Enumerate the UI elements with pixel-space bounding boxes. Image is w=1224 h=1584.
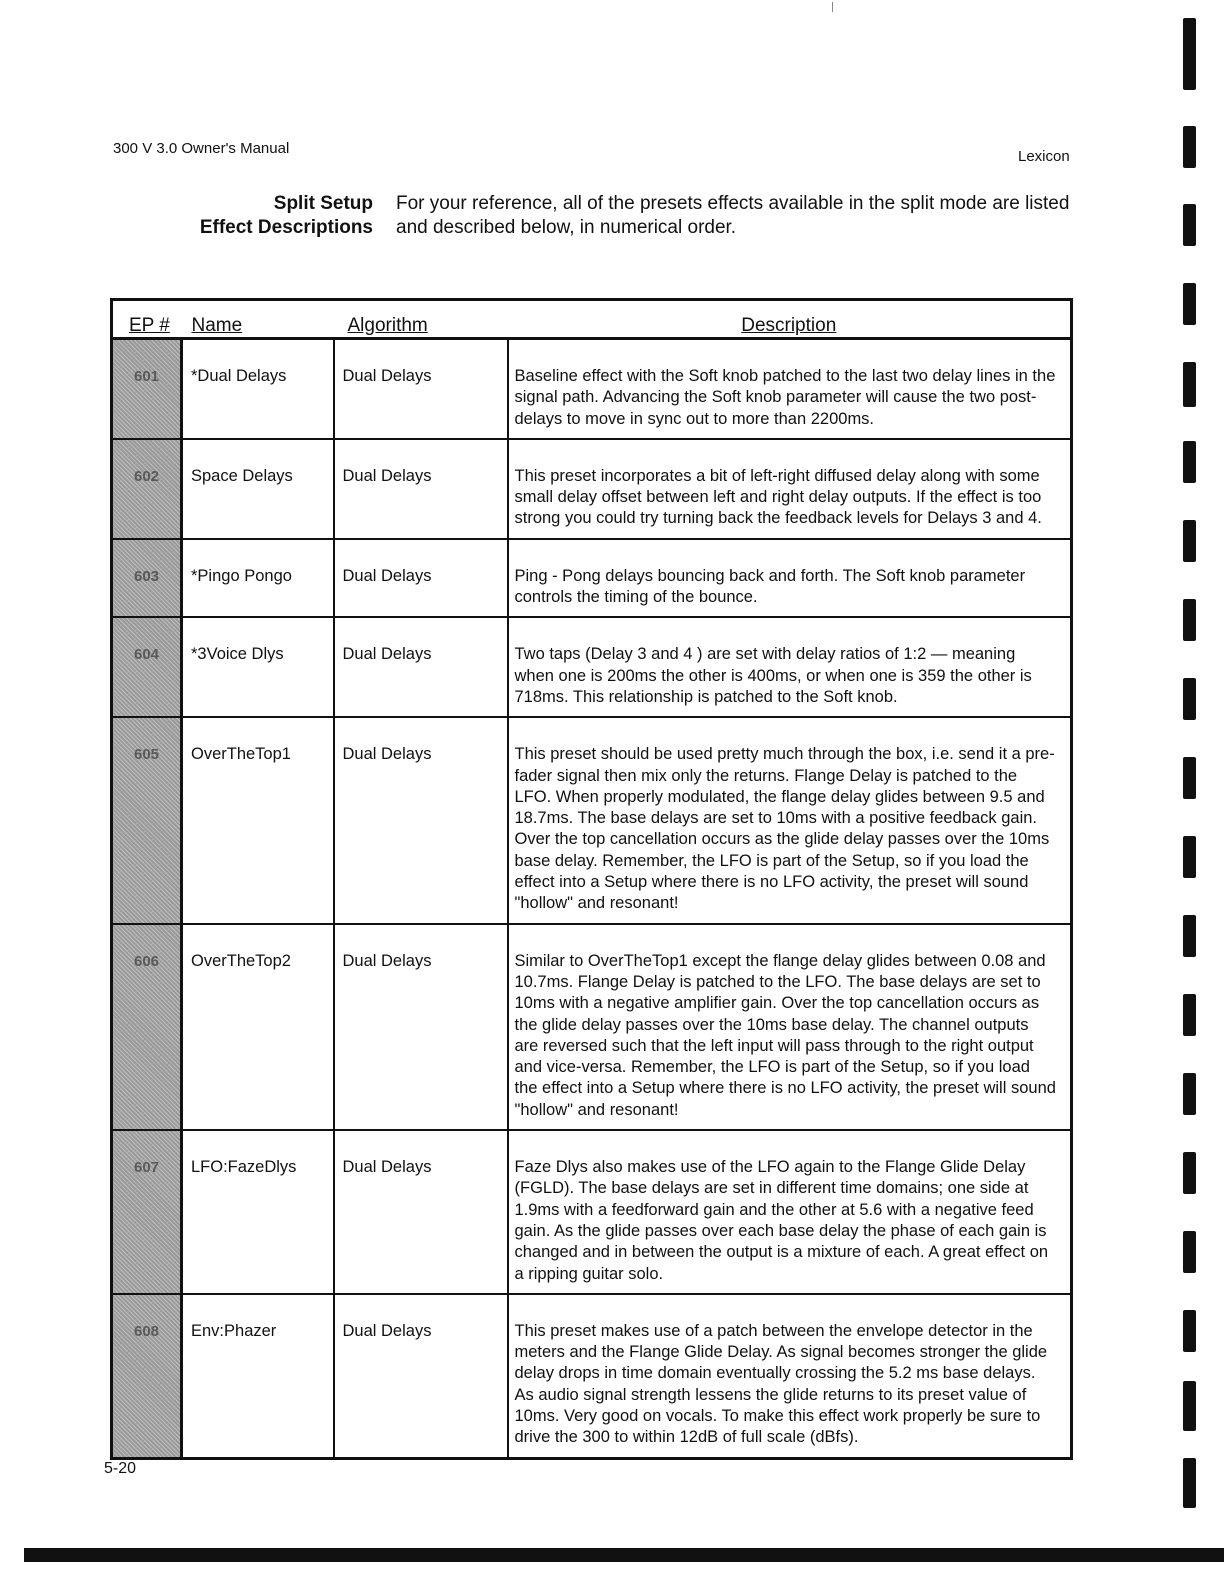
algorithm-cell: Dual Delays <box>334 924 508 1130</box>
ep-number-cell: 602 <box>112 439 182 539</box>
table-row <box>112 717 1072 923</box>
brand-header: Lexicon <box>1018 148 1070 165</box>
table-row <box>112 339 1072 439</box>
manual-title-header: 300 V 3.0 Owner's Manual <box>113 140 290 157</box>
table-row <box>112 1294 1072 1458</box>
section-title-line1: Split Setup <box>273 193 373 214</box>
description-cell: This preset should be used pretty much through the box, i.e. send it a pre-fader signal then mix only the returns. Flange Delay is patched to the LFO. When properly modulated, the flange delay glides between 9.5 and 18.7ms. The base delays are set to 10ms with a positive feedback gain. Over the top cancellation occurs as the glide delay passes over the 10ms base delay. Remember, the LFO is part of the Setup, so if you load the effect into a Setup where there is no LFO activity, the preset will sound "hollow" and resonant! <box>508 717 1072 923</box>
ep-number-cell: 604 <box>112 617 182 717</box>
ep-number-cell: 607 <box>112 1130 182 1294</box>
section-title-line2: Effect Descriptions <box>199 217 373 238</box>
name-cell: *Pingo Pongo <box>182 539 334 618</box>
table-row <box>112 1130 1072 1294</box>
section-title <box>150 192 373 240</box>
edge-registration-mark <box>1183 126 1196 168</box>
edge-registration-mark <box>1183 520 1196 562</box>
edge-registration-mark <box>1183 678 1196 720</box>
ep-number-cell: 608 <box>112 1294 182 1458</box>
description-cell: Baseline effect with the Soft knob patched to the last two delay lines in the signal path. Advancing the Soft knob parameter will cause the two post-delays to move in sync out to more than 2200ms. <box>508 339 1072 439</box>
column-header-description: Description <box>508 300 1072 339</box>
algorithm-cell: Dual Delays <box>334 1130 508 1294</box>
algorithm-cell: Dual Delays <box>334 539 508 618</box>
edge-registration-mark <box>1183 1310 1196 1352</box>
name-cell: *Dual Delays <box>182 339 334 439</box>
table-row <box>112 439 1072 539</box>
effects-table <box>110 298 1073 1460</box>
name-cell: Env:Phazer <box>182 1294 334 1458</box>
edge-registration-mark <box>1183 1152 1196 1194</box>
ep-number-cell: 603 <box>112 539 182 618</box>
algorithm-cell: Dual Delays <box>334 1294 508 1458</box>
edge-registration-mark <box>1183 1231 1196 1273</box>
name-cell: Space Delays <box>182 439 334 539</box>
edge-registration-mark <box>1183 362 1196 407</box>
edge-registration-mark <box>1183 18 1196 90</box>
edge-registration-mark <box>1183 836 1196 878</box>
page-number: 5-20 <box>104 1460 137 1477</box>
column-header-algorithm: Algorithm <box>334 300 508 339</box>
column-header-ep: EP # <box>112 300 182 339</box>
table-row <box>112 539 1072 618</box>
algorithm-cell: Dual Delays <box>334 617 508 717</box>
scan-tick-mark <box>832 2 833 12</box>
name-cell: *3Voice Dlys <box>182 617 334 717</box>
edge-registration-mark <box>1183 441 1196 483</box>
edge-registration-mark <box>1183 915 1196 957</box>
edge-registration-mark <box>1183 283 1196 325</box>
column-header-name: Name <box>182 300 334 339</box>
edge-registration-mark <box>1183 599 1196 641</box>
description-cell: Two taps (Delay 3 and 4 ) are set with delay ratios of 1:2 — meaning when one is 200ms the other is 400ms, or when one is 359 the other is 718ms. This relationship is patched to the Soft knob. <box>508 617 1072 717</box>
table-header-row <box>112 300 1072 339</box>
edge-registration-mark <box>1183 204 1196 246</box>
description-cell: Faze Dlys also makes use of the LFO again to the Flange Glide Delay (FGLD). The base delays are set in different time domains; one side at 1.9ms with a feedforward gain and the other at 5.6 with a negative feed gain. As the glide passes over each base delay the phase of each gain is changed and in between the output is a mixture of each. A great effect on a ripping guitar solo. <box>508 1130 1072 1294</box>
name-cell: OverTheTop2 <box>182 924 334 1130</box>
ep-number-cell: 606 <box>112 924 182 1130</box>
edge-registration-mark <box>1183 1073 1196 1115</box>
edge-registration-mark <box>1183 994 1196 1036</box>
ep-number-cell: 605 <box>112 717 182 923</box>
edge-registration-mark <box>1183 757 1196 799</box>
bottom-scan-bar <box>24 1548 1224 1562</box>
description-cell: Similar to OverTheTop1 except the flange delay glides between 0.08 and 10.7ms. Flange Delay is patched to the LFO. The base delays are set to 10ms with a negative amplifier gain. Over the top cancellation occurs as the glide delay passes over the 10ms base delay. The channel outputs are reversed such that the left input will pass through to the right output and vice-versa. Remember, the LFO is part of the Setup, so if you load the effect into a Setup where there is no LFO activity, the preset will sound "hollow" and resonant! <box>508 924 1072 1130</box>
description-cell: This preset incorporates a bit of left-right diffused delay along with some small delay offset between left and right delay outputs. If the effect is too strong you could try turning back the feedback levels for Delays 3 and 4. <box>508 439 1072 539</box>
name-cell: LFO:FazeDlys <box>182 1130 334 1294</box>
ep-number-cell: 601 <box>112 339 182 439</box>
table-row <box>112 924 1072 1130</box>
edge-registration-mark <box>1183 1381 1196 1431</box>
description-cell: Ping - Pong delays bouncing back and forth. The Soft knob parameter controls the timing of the bounce. <box>508 539 1072 618</box>
algorithm-cell: Dual Delays <box>334 439 508 539</box>
section-intro: For your reference, all of the presets effects available in the split mode are listed and described below, in numerical order. <box>396 193 1070 238</box>
algorithm-cell: Dual Delays <box>334 339 508 439</box>
name-cell: OverTheTop1 <box>182 717 334 923</box>
description-cell: This preset makes use of a patch between the envelope detector in the meters and the Flange Glide Delay. As signal becomes stronger the glide delay drops in time domain eventually crossing the 5.2 ms base delays. As audio signal strength lessens the glide returns to its preset value of 10ms. Very good on vocals. To make this effect work properly be sure to drive the 300 to within 12dB of full scale (dBfs). <box>508 1294 1072 1458</box>
edge-registration-mark <box>1183 1458 1196 1508</box>
algorithm-cell: Dual Delays <box>334 717 508 923</box>
table-row <box>112 617 1072 717</box>
